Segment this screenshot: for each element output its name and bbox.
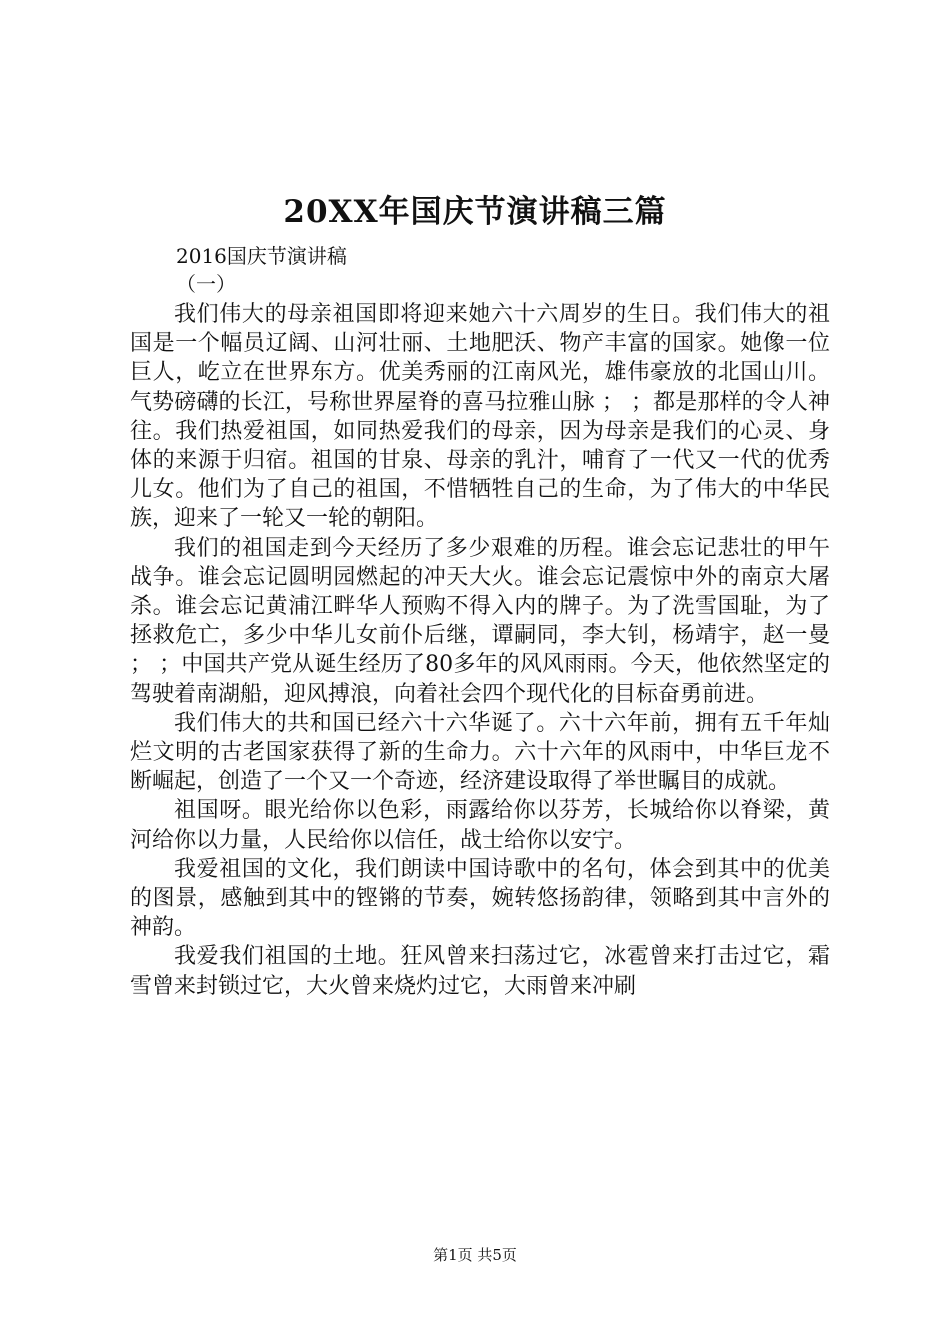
paragraph: 我爱祖国的文化，我们朗读中国诗歌中的名句，体会到其中的优美的图景，感触到其中的铿锵的节奏，婉转悠扬韵律，领略到其中言外的神韵。 bbox=[130, 856, 830, 941]
document-subtitle: 2016国庆节演讲稿 bbox=[176, 244, 347, 268]
paragraph: 我爱我们祖国的土地。狂风曾来扫荡过它，冰雹曾来打击过它，霜雪曾来封锁过它，大火曾来烧灼过它，大雨曾来冲刷 bbox=[130, 944, 830, 999]
section-label: （一） bbox=[176, 272, 236, 296]
document-title: 20XX年国庆节演讲稿三篇 bbox=[283, 194, 667, 230]
paragraph: 我们伟大的共和国已经六十六华诞了。六十六年前，拥有五千年灿烂文明的古老国家获得了新的生命力。六十六年的风雨中，中华巨龙不断崛起，创造了一个又一个奇迹，经济建设取得了举世瞩目的成就。 bbox=[130, 710, 830, 795]
paragraph: 我们伟大的母亲祖国即将迎来她六十六周岁的生日。我们伟大的祖国是一个幅员辽阔、山河壮丽、土地肥沃、物产丰富的国家。她像一位巨人，屹立在世界东方。优美秀丽的江南风光，雄伟豪放的北国山川。气势磅礴的长江，号称世界屋脊的喜马拉雅山脉 ； ；都是那样的令人神往。我们热爱祖国，如同热爱我们的母亲，因为母亲是我们的心灵、身体的来源于归宿。祖国的甘泉、母亲的乳汁，哺育了一代又一代的优秀儿女。他们为了自己的祖国，不惜牺牲自己的生命，为了伟大的中华民族，迎来了一轮又一轮的朝阳。 bbox=[130, 302, 830, 532]
document-body bbox=[130, 300, 830, 1001]
paragraph: 我们的祖国走到今天经历了多少艰难的历程。谁会忘记悲壮的甲午战争。谁会忘记圆明园燃起的冲天大火。谁会忘记震惊中外的南京大屠杀。谁会忘记黄浦江畔华人预购不得入内的牌子。为了洗雪国耻，为了拯救危亡，多少中华儿女前仆后继，谭嗣同，李大钊，杨靖宇，赵一曼 ； ；中国共产党从诞生经历了80多年的风风雨雨。今天，他依然坚定的驾驶着南湖船，迎风搏浪，向着社会四个现代化的目标奋勇前进。 bbox=[130, 535, 830, 707]
paragraph: 祖国呀。眼光给你以色彩，雨露给你以芬芳，长城给你以脊梁，黄河给你以力量，人民给你以信任，战士给你以安宁。 bbox=[130, 798, 830, 853]
page-footer: 第1页 共5页 bbox=[433, 1246, 517, 1264]
